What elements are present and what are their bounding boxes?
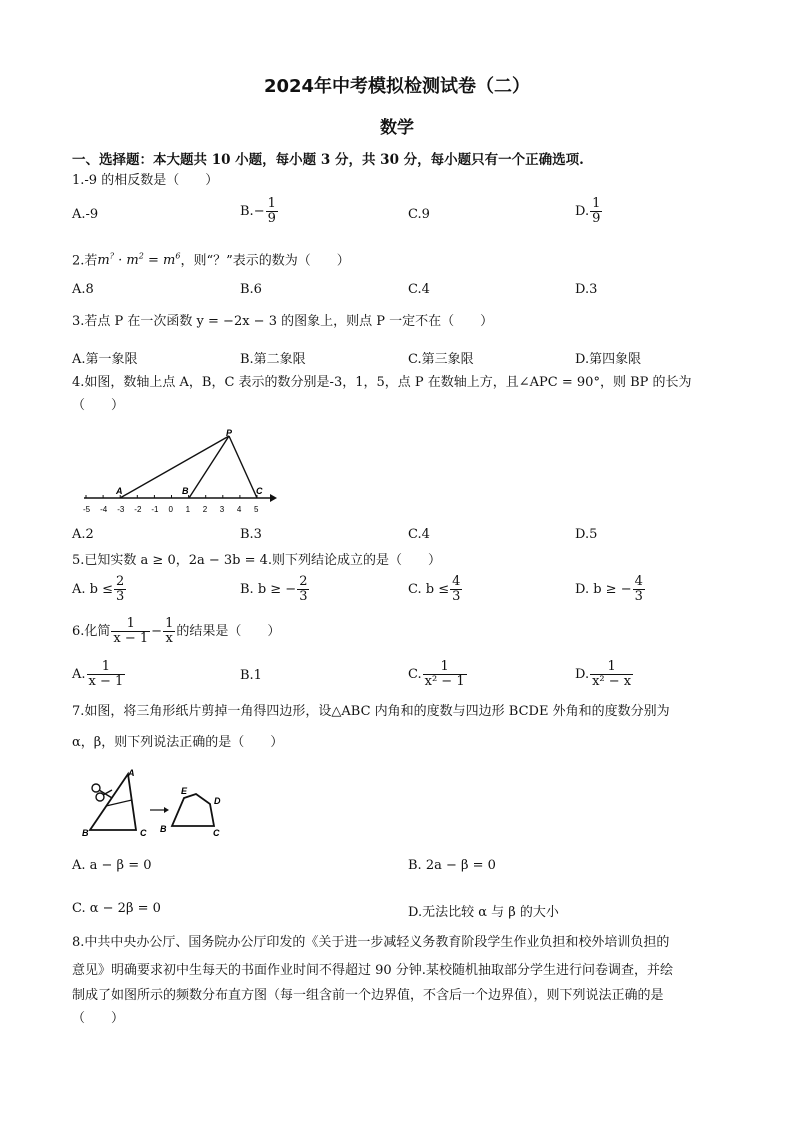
q5-c-fraction [450, 575, 462, 604]
q2-m1: m [97, 253, 110, 269]
axis-arrow [270, 494, 277, 502]
q6-option-b: B.1 [240, 668, 262, 683]
triangle-abc [90, 774, 136, 830]
segment-cp [229, 436, 257, 498]
q3-option-a: A.第一象限 [72, 352, 138, 367]
q7-option-a: A. a − β = 0 [72, 858, 152, 873]
q6-fraction-2 [163, 617, 175, 646]
q6-f2-num: 1 [165, 616, 174, 631]
q5-option-a [72, 575, 127, 604]
q6-option-c [408, 660, 468, 689]
q1-option-a: A.-9 [72, 207, 99, 222]
question-8-line-4: （ ） [72, 1011, 125, 1026]
q5-c-num: 4 [452, 574, 461, 589]
q6-d-fraction [590, 660, 633, 689]
q1-d-den: 9 [592, 211, 601, 226]
tick-label: -4 [100, 505, 108, 514]
question-2-stem [72, 248, 350, 270]
subject-title: 数学 [380, 118, 414, 138]
question-4-stem-cont: （ ） [72, 398, 125, 413]
q6-a-num: 1 [101, 659, 111, 674]
q5-b-prefix: B. b ≥ − [240, 582, 297, 597]
q1-d-fraction [590, 197, 602, 226]
q5-d-num: 4 [634, 574, 643, 589]
q6-c-num: 1 [440, 659, 449, 674]
q5-a-fraction [114, 575, 126, 604]
tick-label: 0 [168, 505, 173, 514]
q2-option-a: A.8 [72, 282, 94, 297]
quad-label-d: D [214, 796, 221, 806]
q3-option-d: D.第四象限 [575, 352, 642, 367]
q2-option-b: B.6 [240, 282, 262, 297]
q6-c-prefix: C. [408, 667, 422, 682]
q2-stem-expr: $m^? \cdot m^2 = m^6$ [97, 252, 181, 269]
q2-option-c: C.4 [408, 282, 430, 297]
q5-c-prefix: C. b ≤ [408, 582, 450, 597]
q6-a-fraction [87, 660, 126, 689]
transform-arrow-head [164, 807, 169, 813]
tick-label: -2 [134, 505, 142, 514]
q6-f1-den: x − 1 [113, 631, 149, 646]
segment-ap [120, 436, 229, 498]
q7-triangle-figure [80, 766, 240, 840]
q7-option-b: B. 2a − β = 0 [408, 858, 496, 873]
q7-option-d: D.无法比较 α 与 β 的大小 [408, 905, 559, 920]
q5-a-prefix: A. b ≤ [72, 582, 113, 597]
q1-b-fraction [266, 197, 278, 226]
q5-d-prefix: D. b ≥ − [575, 582, 632, 597]
q6-d-num: 1 [607, 659, 616, 674]
q5-c-den: 3 [452, 589, 461, 604]
tri-label-b: B [82, 828, 89, 838]
q6-f1-num: 1 [126, 616, 135, 631]
q2-stem-pre: 2.若 [72, 253, 98, 269]
q1-d-num: 1 [592, 196, 601, 211]
q5-option-d [575, 575, 646, 604]
q5-option-c [408, 575, 463, 604]
tri-label-c: C [140, 828, 147, 838]
q6-a-prefix: A. [72, 667, 86, 682]
quad-label-e: E [181, 786, 188, 796]
q6-minus: − [151, 624, 163, 639]
q2-stem-post: ，则“？”表示的数为（ ） [180, 253, 350, 269]
q3-option-b: B.第二象限 [240, 352, 306, 367]
point-c-label: C [256, 486, 263, 496]
q5-d-den: 3 [634, 589, 643, 604]
q4-option-d: D.5 [575, 527, 598, 542]
q6-stem-pre: 6.化简 [72, 624, 111, 639]
q5-d-fraction [633, 575, 645, 604]
q5-a-den: 3 [116, 589, 125, 604]
point-p-label: P [226, 428, 233, 438]
tick-label: 2 [202, 505, 208, 514]
q5-b-num: 2 [299, 574, 308, 589]
q5-b-fraction [297, 575, 309, 604]
exam-title: 2024年中考模拟检测试卷（二） [263, 76, 531, 97]
section-header: 一、选择题：本大题共 10 小题，每小题 3 分，共 30 分，每小题只有一个正确选项. [72, 152, 584, 168]
q4-number-line-figure [78, 428, 278, 516]
quad-label-b: B [160, 824, 167, 834]
question-8-line-1: 8.中共中央办公厅、国务院办公厅印发的《关于进一步减轻义务教育阶段学生作业负担和校外培训负担的 [72, 935, 670, 950]
question-6-stem [72, 617, 280, 646]
q4-option-b: B.3 [240, 527, 262, 542]
q5-a-num: 2 [116, 574, 125, 589]
q6-d-prefix: D. [575, 667, 590, 682]
point-b-label: B [182, 486, 189, 496]
q6-f2-den: x [163, 631, 175, 646]
question-7-stem: 7.如图，将三角形纸片剪掉一角得四边形，设△ABC 内角和的度数与四边形 BCDE 外角和的度数分别为 [72, 704, 670, 719]
q2-option-d: D.3 [575, 282, 598, 297]
tick-label: 5 [254, 505, 259, 514]
q1-b-sign: − [253, 204, 265, 219]
question-5-stem: 5.已知实数 a ≥ 0，2a − 3b = 4.则下列结论成立的是（ ） [72, 553, 442, 568]
quadrilateral-bcde [172, 794, 214, 826]
q6-option-d [575, 660, 634, 689]
q1-b-num: 1 [267, 196, 276, 211]
question-4-stem: 4.如图，数轴上点 A，B，C 表示的数分别是-3，1，5，点 P 在数轴上方，且∠APC = 90°，则 BP 的长为 [72, 375, 692, 390]
question-8-line-2: 意见》明确要求初中生每天的书面作业时间不得超过 90 分钟.某校随机抽取部分学生进行问卷调查，并绘 [72, 963, 673, 978]
q5-b-den: 3 [299, 589, 308, 604]
q6-c-fraction [423, 660, 467, 689]
q6-stem-post: 的结果是（ ） [176, 624, 281, 639]
quad-label-c: C [213, 828, 220, 838]
q1-d-prefix: D. [575, 204, 590, 219]
q1-b-prefix: B. [240, 204, 254, 219]
tick-label: 1 [185, 505, 191, 514]
q1-option-b [240, 197, 279, 226]
tick-label: -5 [83, 505, 91, 514]
tick-label: 4 [236, 505, 242, 514]
q7-option-c: C. α − 2β = 0 [72, 901, 161, 916]
question-8-line-3: 制成了如图所示的频数分布直方图（每一组含前一个边界值，不含后一个边界值），则下列说法正确的是 [72, 988, 664, 1003]
question-7-stem-cont: α，β，则下列说法正确的是（ ） [72, 735, 284, 750]
tick-label: -1 [151, 505, 159, 514]
q4-option-a: A.2 [72, 527, 94, 542]
segment-bp [189, 436, 229, 498]
q6-option-a [72, 660, 126, 689]
tick-label: -3 [117, 505, 125, 514]
question-3-stem: 3.若点 P 在一次函数 y = −2x − 3 的图象上，则点 P 一定不在（ ） [72, 314, 494, 329]
q1-option-c: C.9 [408, 207, 430, 222]
q5-option-b [240, 575, 310, 604]
q6-fraction-1 [111, 617, 150, 646]
tick-label: 3 [219, 505, 225, 514]
scissors-icon [92, 784, 112, 801]
point-a-label: A [116, 486, 123, 496]
q6-a-den: x − 1 [88, 674, 124, 689]
q3-option-c: C.第三象限 [408, 352, 474, 367]
q4-option-c: C.4 [408, 527, 430, 542]
q1-option-d [575, 197, 603, 226]
q6-c-den: x² − 1 [424, 674, 465, 689]
question-1-stem: 1.-9 的相反数是（ ） [72, 173, 219, 188]
q6-d-den: x² − x [592, 674, 632, 689]
tri-label-a: A [128, 768, 135, 778]
q1-b-den: 9 [267, 211, 276, 226]
